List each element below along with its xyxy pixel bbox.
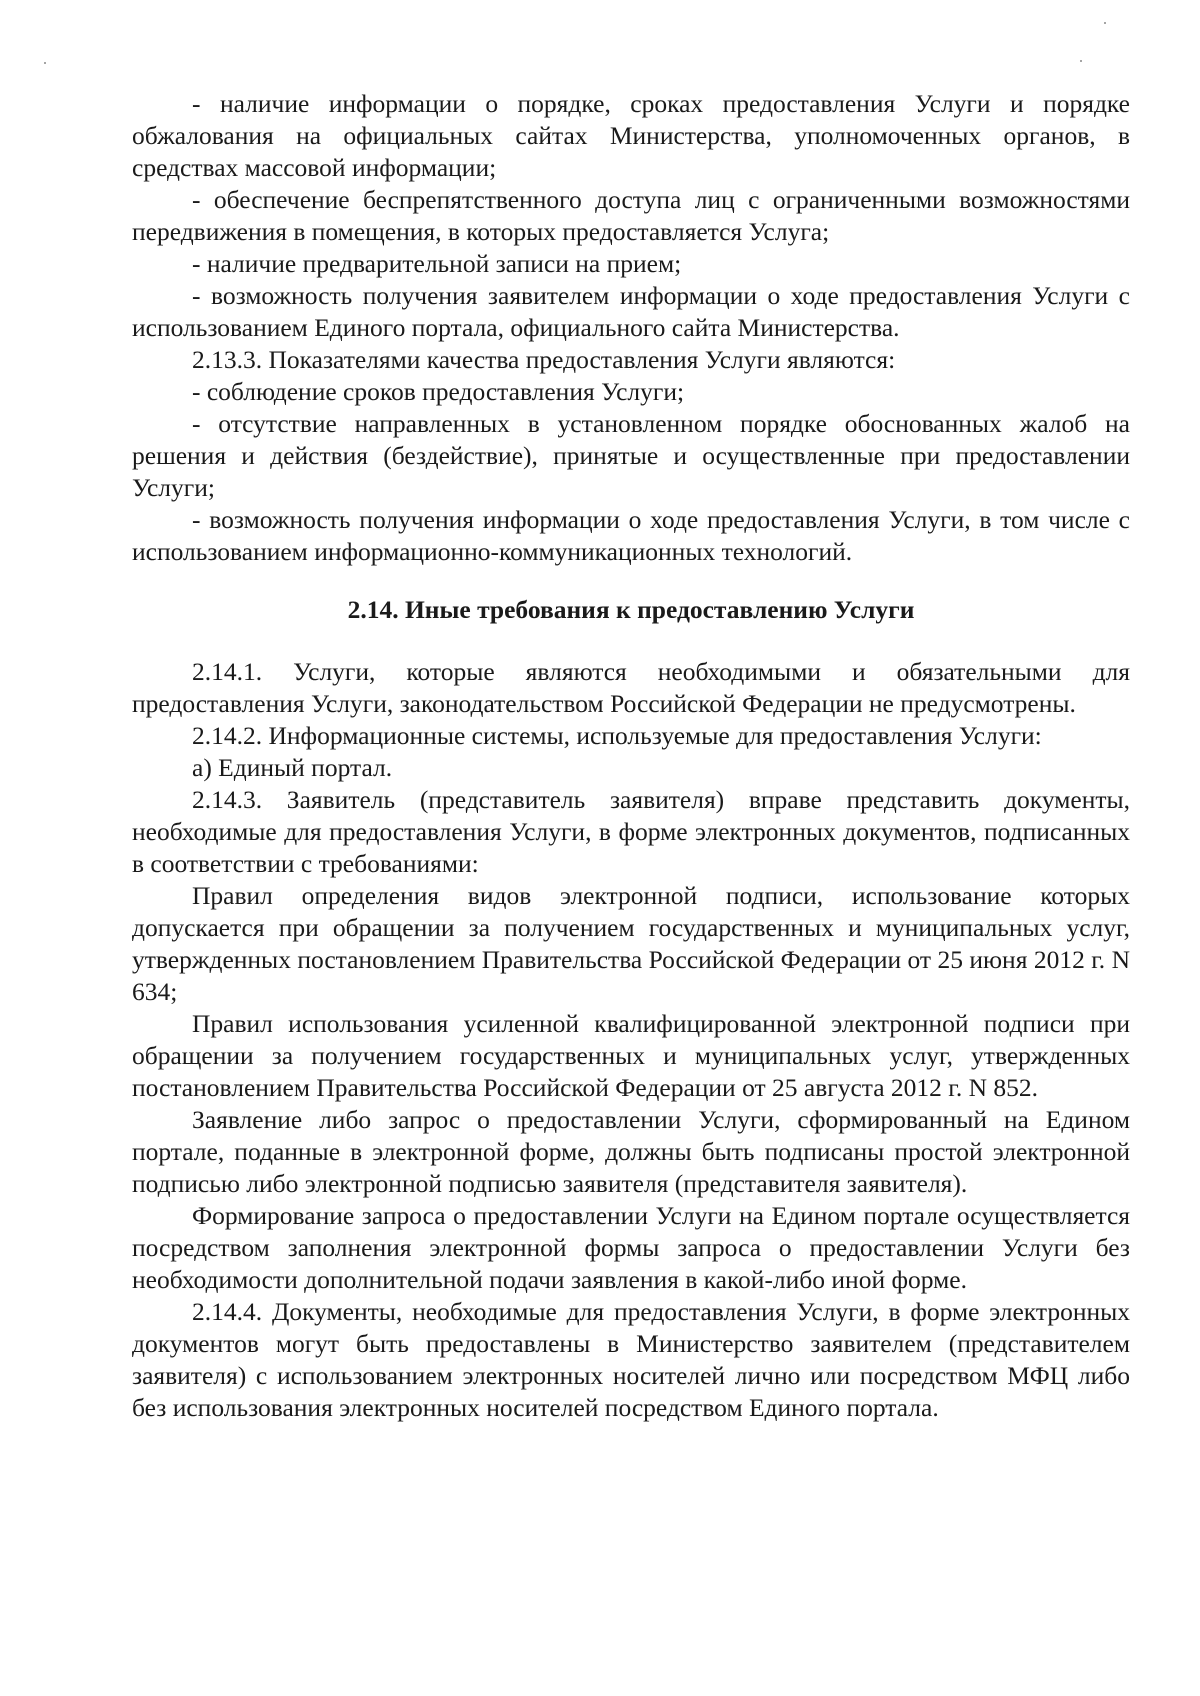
paragraph: Формирование запроса о предоставлении Услуги на Едином портале осуществляется посредством заполнения электронной формы запроса о предоставлении Услуги без необходимости дополнительной подачи заявления в какой-либо иной форме. (132, 1201, 1130, 1294)
paragraph: - возможность получения информации о ходе предоставления Услуги, в том числе с использованием информационно-коммуникационных технологий. (132, 505, 1130, 566)
paragraph: Правил определения видов электронной подписи, использование которых допускается при обращении за получением государственных и муниципальных услуг, утвержденных постановлением Правительства Российской Федерации от 25 июня 2012 г. N 634; (132, 881, 1130, 1006)
paragraph: Правил использования усиленной квалифицированной электронной подписи при обращении за получением государственных и муниципальных услуг, утвержденных постановлением Правительства Российской Федерации от 25 августа 2012 г. N 852. (132, 1009, 1130, 1102)
paragraph: 2.14.3. Заявитель (представитель заявителя) вправе представить документы, необходимые для предоставления Услуги, в форме электронных документов, подписанных в соответствии с требованиями: (132, 785, 1130, 878)
document-body (132, 88, 1130, 1424)
paragraph: - обеспечение беспрепятственного доступа лиц с ограниченными возможностями передвижения в помещения, в которых предоставляется Услуга; (132, 185, 1130, 246)
section-heading: 2.14. Иные требования к предоставлению Услуги (347, 595, 915, 624)
paragraph: 2.14.2. Информационные системы, используемые для предоставления Услуги: (192, 721, 1042, 750)
paragraph: а) Единый портал. (192, 753, 393, 782)
paragraph: - возможность получения заявителем информации о ходе предоставления Услуги с использованием Единого портала, официального сайта Министерства. (132, 281, 1130, 342)
scan-speck (1104, 22, 1106, 24)
paragraph: - соблюдение сроков предоставления Услуги; (192, 377, 685, 406)
paragraph: Заявление либо запрос о предоставлении Услуги, сформированный на Едином портале, поданные в электронной форме, должны быть подписаны простой электронной подписью либо электронной подписью заявителя (представителя заявителя). (132, 1105, 1130, 1198)
paragraph: 2.14.4. Документы, необходимые для предоставления Услуги, в форме электронных документов могут быть предоставлены в Министерство заявителем (представителем заявителя) с использованием электронных носителей лично или посредством МФЦ либо без использования электронных носителей посредством Единого портала. (132, 1297, 1130, 1422)
paragraph: - отсутствие направленных в установленном порядке обоснованных жалоб на решения и действия (бездействие), принятые и осуществленные при предоставлении Услуги; (132, 409, 1130, 502)
scan-speck (1080, 60, 1082, 62)
paragraph: - наличие информации о порядке, сроках предоставления Услуги и порядке обжалования на официальных сайтах Министерства, уполномоченных органов, в средствах массовой информации; (132, 89, 1130, 182)
scan-speck (44, 62, 46, 64)
paragraph: - наличие предварительной записи на прием; (192, 249, 682, 278)
paragraph: 2.14.1. Услуги, которые являются необходимыми и обязательными для предоставления Услуги, законодательством Российской Федерации не предусмотрены. (132, 657, 1130, 718)
paragraph: 2.13.3. Показателями качества предоставления Услуги являются: (192, 345, 896, 374)
